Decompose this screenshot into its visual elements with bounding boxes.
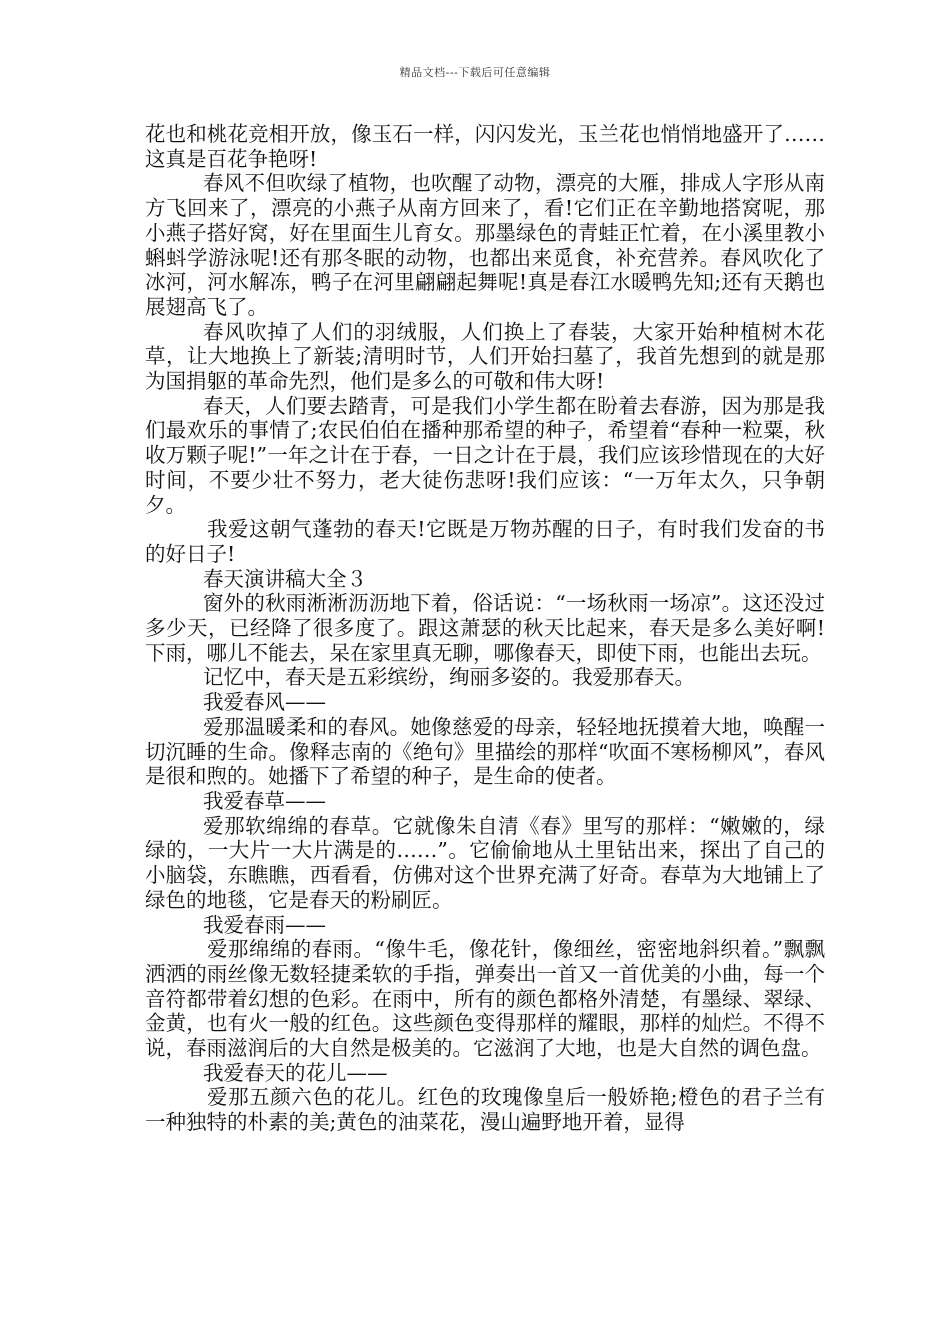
section-heading: 春天演讲稿大全３	[203, 566, 367, 591]
paragraph: 爱那软绵绵的春草。它就像朱自清《春》里写的那样：“嫩嫩的，绿绿的，一大片一大片满是的……”。它偷偷地从土里钻出来，探出了自己的小脑袋，东瞧瞧，西看看，仿佛对这个世界充满了好奇。春草为大地铺上了绿色的地毯，它是春天的粉刷匠。	[145, 813, 825, 912]
document-body	[145, 122, 825, 1135]
paragraph: 窗外的秋雨淅淅沥沥地下着，俗话说：“一场秋雨一场凉”。这还没过多少天，已经降了很多度了。跟这萧瑟的秋天比起来，春天是多么美好啊!下雨，哪儿不能去，呆在家里真无聊，哪像春天，即使下雨，也能出去玩。	[145, 591, 825, 665]
paragraph: 爱那绵绵的春雨。“像牛毛，像花针，像细丝，密密地斜织着。”飘飘洒洒的雨丝像无数轻捷柔软的手指，弹奏出一首又一首优美的小曲，每一个音符都带着幻想的色彩。在雨中，所有的颜色都格外清楚，有墨绿、翠绿、金黄，也有火一般的红色。这些颜色变得那样的耀眼，那样的灿烂。不得不说，春雨滋润后的大自然是极美的。它滋润了大地，也是大自然的调色盘。	[145, 937, 825, 1061]
paragraph: 花也和桃花竞相开放，像玉石一样，闪闪发光，玉兰花也悄悄地盛开了……这真是百花争艳呀!	[145, 122, 825, 171]
subheading: 我爱春雨——	[203, 912, 326, 937]
paragraph: 爱那温暖柔和的春风。她像慈爱的母亲，轻轻地抚摸着大地，唤醒一切沉睡的生命。像释志南的《绝句》里描绘的那样“吹面不寒杨柳风”，春风是很和煦的。她播下了希望的种子，是生命的使者。	[145, 714, 825, 789]
paragraph: 春天，人们要去踏青，可是我们小学生都在盼着去春游，因为那是我们最欢乐的事情了;农民伯伯在播种那希望的种子，希望着“春种一粒粟，秋收万颗子呢!”一年之计在于春，一日之计在于晨，我们应该珍惜现在的大好时间，不要少壮不努力，老大徒伤悲呀!我们应该：“一万年太久，只争朝夕。	[145, 393, 825, 517]
paragraph: 我爱这朝气蓬勃的春天!它既是万物苏醒的日子，有时我们发奋的书的好日子!	[145, 517, 825, 566]
subheading: 我爱春草——	[203, 788, 326, 813]
paragraph: 春风吹掉了人们的羽绒服，人们换上了春装，大家开始种植树木花草，让大地换上了新装;清明时节，人们开始扫墓了，我首先想到的就是那为国捐躯的革命先烈，他们是多么的可敬和伟大呀!	[145, 319, 825, 394]
paragraph: 春风不但吹绿了植物，也吹醒了动物，漂亮的大雁，排成人字形从南方飞回来了，漂亮的小燕子从南方回来了，看!它们正在辛勤地搭窝呢，那小燕子搭好窝，好在里面生儿育女。那墨绿色的青蛙正忙着，在小溪里教小蝌蚪学游泳呢!还有那冬眠的动物，也都出来觅食，补充营养。春风吹化了冰河，河水解冻，鸭子在河里翩翩起舞呢!真是春江水暖鸭先知;还有天鹅也展翅高飞了。	[145, 171, 825, 319]
subheading: 我爱春风——	[203, 690, 326, 715]
page-header: 精品文档---下载后可任意编辑	[399, 66, 551, 79]
paragraph: 爱那五颜六色的花儿。红色的玫瑰像皇后一般娇艳;橙色的君子兰有一种独特的朴素的美;黄色的油菜花，漫山遍野地开着，显得	[145, 1085, 825, 1135]
paragraph: 记忆中，春天是五彩缤纷，绚丽多姿的。我爱那春天。	[203, 665, 695, 690]
subheading: 我爱春天的花儿——	[203, 1060, 388, 1085]
